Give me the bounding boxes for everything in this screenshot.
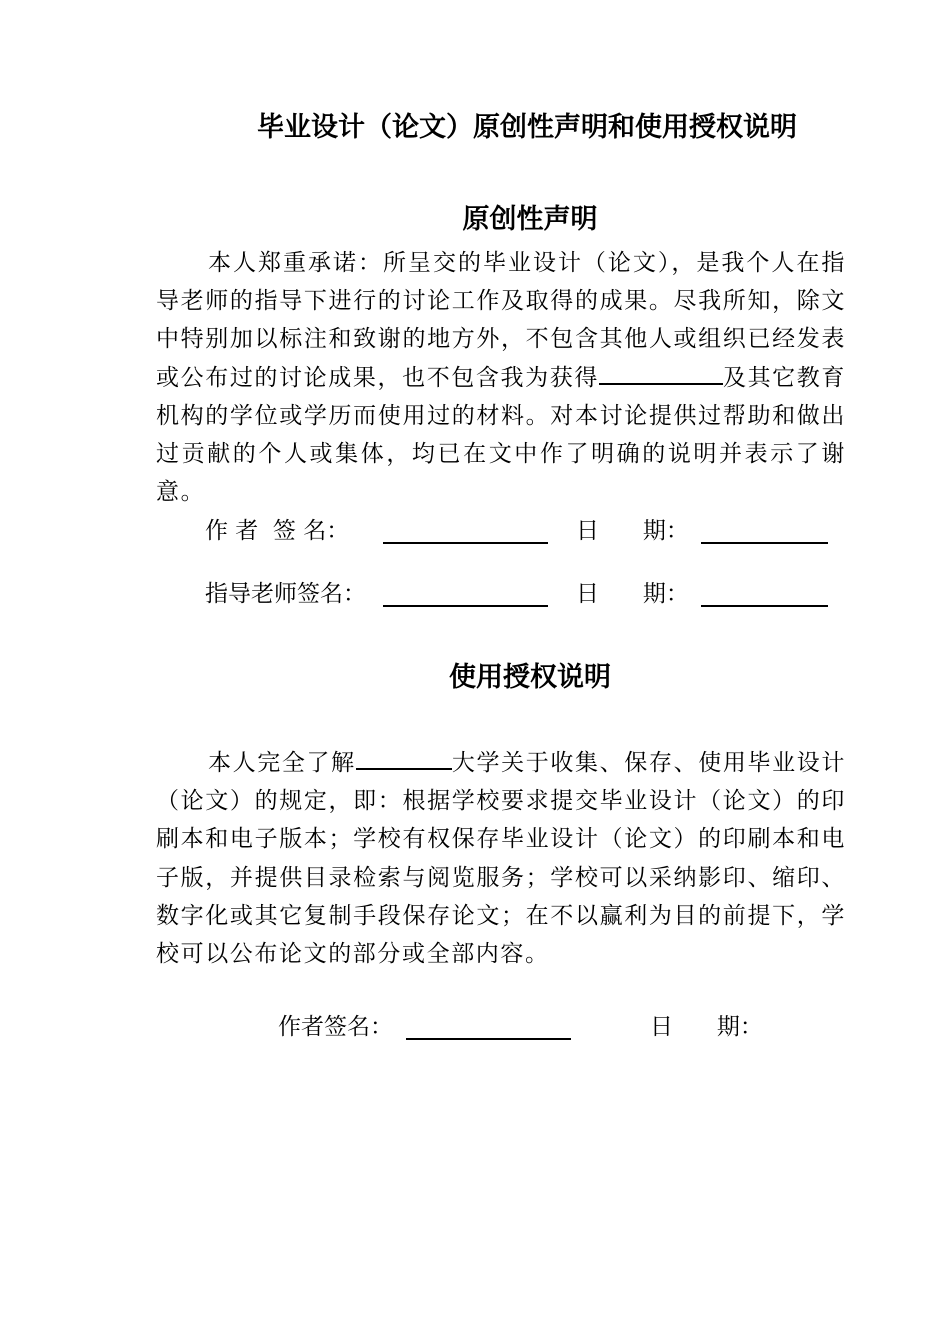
date-label-2: 日 期： bbox=[576, 581, 689, 607]
document-title: 毕业设计（论文）原创性声明和使用授权说明 bbox=[257, 112, 797, 143]
advisor-sign-label: 指导老师签名： bbox=[205, 581, 366, 607]
authorization-text-2: 大学关于收集、保存、使用毕业设计（论文）的规定，即：根据学校要求提交毕业设计（论文）的印刷本和电子版本；学校有权保存毕业设计（论文）的印刷本和电子版，并提供目录检索与阅览服务；学校可以采纳影印、缩印、数字化或其它复制手段保存论文；在不以赢利为目的前提下，学校可以公布论文的部分或全部内容。 bbox=[156, 750, 846, 968]
authorization-author-sign-line bbox=[406, 1038, 571, 1040]
date-label-1: 日 期： bbox=[576, 518, 689, 544]
originality-heading: 原创性声明 bbox=[462, 204, 598, 235]
author-sign-line bbox=[383, 542, 548, 544]
advisor-sign-line bbox=[383, 605, 548, 607]
authorization-text-1: 本人完全了解 bbox=[208, 750, 356, 776]
authorization-paragraph bbox=[156, 744, 846, 973]
authorization-author-sign-label: 作者签名： bbox=[278, 1014, 393, 1040]
originality-text-2: 及其它教育机构的学位或学历而使用过的材料。对本讨论提供过帮助和做出过贡献的个人或集体，均已在文中作了明确的说明并表示了谢意。 bbox=[156, 364, 846, 506]
authorization-date-label: 日 期： bbox=[650, 1014, 763, 1040]
author-sign-label: 作 者 签 名： bbox=[205, 518, 350, 544]
university-blank bbox=[356, 745, 452, 770]
authorization-heading: 使用授权说明 bbox=[449, 662, 611, 693]
degree-blank bbox=[599, 360, 723, 385]
originality-text-1: 本人郑重承诺：所呈交的毕业设计（论文），是我个人在指导老师的指导下进行的讨论工作及取得的成果。尽我所知，除文中特别加以标注和致谢的地方外，不包含其他人或组织已经发表或公布过的讨论成果，也不包含我为获得 bbox=[156, 250, 846, 391]
date-line-1 bbox=[701, 542, 828, 544]
date-line-2 bbox=[701, 605, 828, 607]
originality-paragraph bbox=[156, 244, 846, 511]
